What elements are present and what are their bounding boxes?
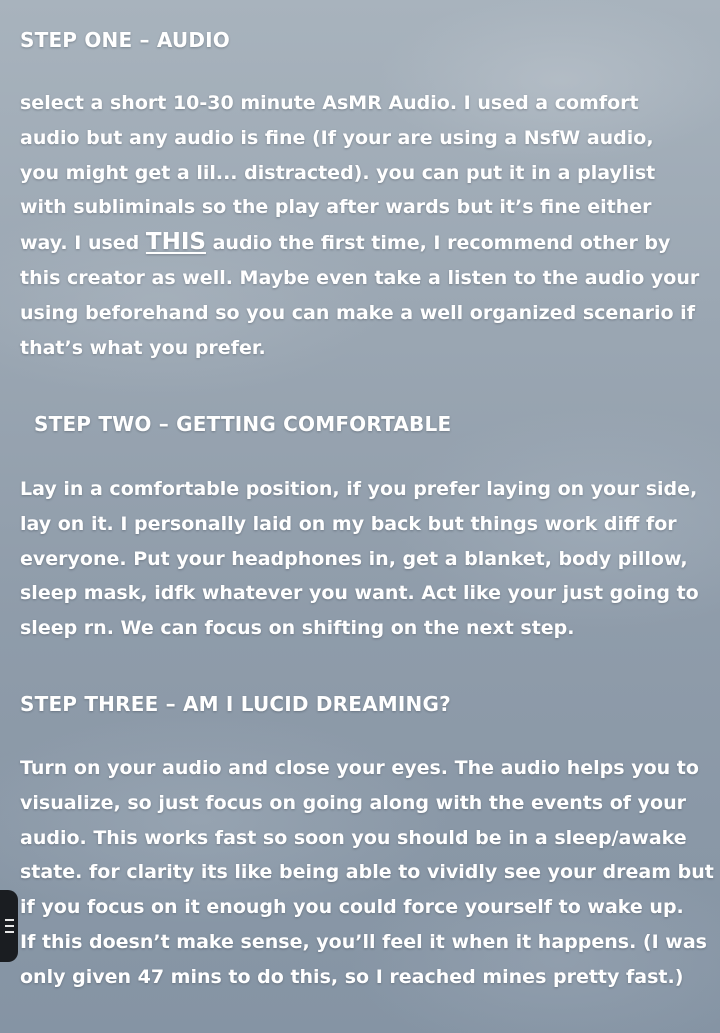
text-line: audio but any audio is fine (If your are using a NsfW audio, [20,126,654,149]
text-line: using beforehand so you can make a well organized scenario if [20,301,695,324]
text-line: select a short 10-30 minute AsMR Audio. I used a comfort [20,92,639,114]
menu-icon [5,919,14,933]
text-line: with subliminals so the play after wards but it’s fine either [20,196,652,219]
text-line: lay on it. I personally laid on my back but things work diff for [20,512,677,535]
text-line: audio. This works fast so soon you should be in a sleep/awake [20,826,687,849]
text-line: sleep mask, idfk whatever you want. Act like your just going to [20,582,699,605]
heading-step-one: STEP ONE – AUDIO [20,28,231,52]
this-link[interactable]: THIS [145,229,206,256]
text-line: If this doesn’t make sense, you’ll feel it when it happens. (I was [20,930,707,953]
text-line: state. for clarity its like being able to vividly see your dream but [20,861,714,884]
side-menu-tab[interactable] [0,890,18,962]
text-line: only given 47 mins to do this, so I reached mines pretty fast.) [20,965,684,988]
heading-step-three: STEP THREE – AM I LUCID DREAMING? [20,692,451,716]
text-line: Lay in a comfortable position, if you prefer laying on your side, [20,478,698,500]
text-line: this creator as well. Maybe even take a listen to the audio your [20,266,700,289]
text-line: sleep rn. We can focus on shifting on the next step. [20,617,575,640]
text-line [20,225,720,261]
heading-step-two: STEP TWO – GETTING COMFORTABLE [34,412,452,436]
section-step-three [20,692,720,716]
text-fragment: audio the first time, I recommend other by [212,232,671,255]
text-line: everyone. Put your headphones in, get a blanket, body pillow, [20,547,688,570]
paragraph-step-three [20,751,720,995]
text-line: if you focus on it enough you could force yourself to wake up. [20,896,684,919]
text-line: visualize, so just focus on going along with the events of your [20,791,687,814]
text-fragment: I used [74,232,140,255]
text-line: that’s what you prefer. [20,336,266,359]
paragraph-step-two [20,472,720,646]
section-step-one [20,28,720,52]
text-line: you might get a lil... distracted). you can put it in a playlist [20,161,656,184]
paragraph-step-one [20,86,720,365]
text-line: Turn on your audio and close your eyes. The audio helps you to [20,757,699,779]
section-step-two [34,412,720,436]
text-fragment: way. [20,232,68,255]
